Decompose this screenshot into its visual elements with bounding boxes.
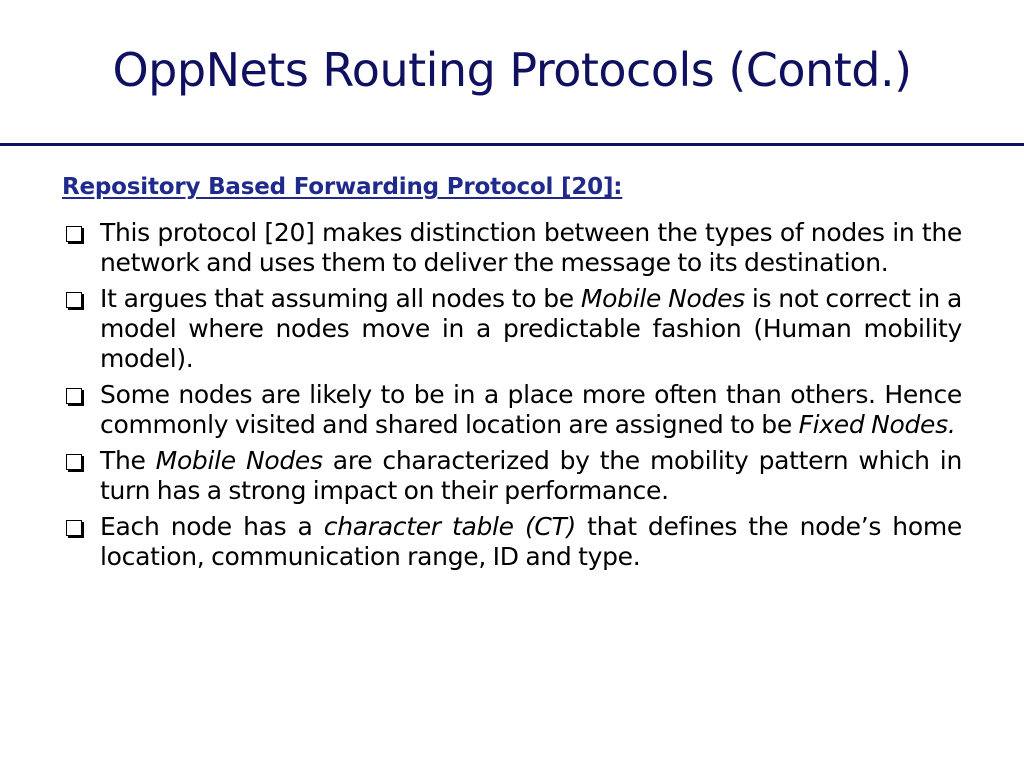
bullet-text-run: This protocol [20] makes distinction between the types of nodes in the network and uses them to deliver the message to its destination. xyxy=(100,218,962,277)
checkbox-square-icon xyxy=(66,520,82,536)
title-divider xyxy=(0,143,1024,146)
checkbox-square-icon xyxy=(66,454,82,470)
bullet-item xyxy=(62,446,962,506)
checkbox-square-icon xyxy=(66,388,82,404)
bullet-item xyxy=(62,218,962,278)
bullet-text-run: The xyxy=(100,446,156,475)
bullet-text xyxy=(100,284,962,374)
bullet-italic-run: Mobile Nodes xyxy=(155,446,323,475)
bullet-italic-run: character table (CT) xyxy=(323,512,576,541)
bullet-text-run: is not correct in a model where nodes move in a predictable fashion (Human mobility model). xyxy=(100,284,963,373)
bullet-item xyxy=(62,512,962,572)
bullet-text-run: Some nodes are likely to be in a place more often than others. Hence commonly visited and shared location are assigned to be xyxy=(100,380,962,439)
slide-title: OppNets Routing Protocols (Contd.) xyxy=(112,43,912,97)
bullet-item xyxy=(62,380,962,440)
bullet-text-run: that defines the node’s home location, communication range, ID and type. xyxy=(100,512,962,571)
checkbox-square-icon xyxy=(66,292,82,308)
bullet-list xyxy=(62,218,962,578)
bullet-italic-run: Fixed Nodes. xyxy=(798,410,956,439)
bullet-text xyxy=(100,380,962,440)
checkbox-square-icon xyxy=(66,226,82,242)
bullet-text-run: Each node has a xyxy=(100,512,324,541)
bullet-text xyxy=(100,446,962,506)
section-subheading: Repository Based Forwarding Protocol [20]: xyxy=(62,174,623,200)
bullet-text xyxy=(100,512,962,572)
bullet-text-run: It argues that assuming all nodes to be xyxy=(100,284,581,313)
bullet-text-run: are characterized by the mobility pattern which in turn has a strong impact on their performance. xyxy=(100,446,962,505)
bullet-item xyxy=(62,284,962,374)
bullet-italic-run: Mobile Nodes xyxy=(580,284,745,313)
bullet-text xyxy=(100,218,962,278)
